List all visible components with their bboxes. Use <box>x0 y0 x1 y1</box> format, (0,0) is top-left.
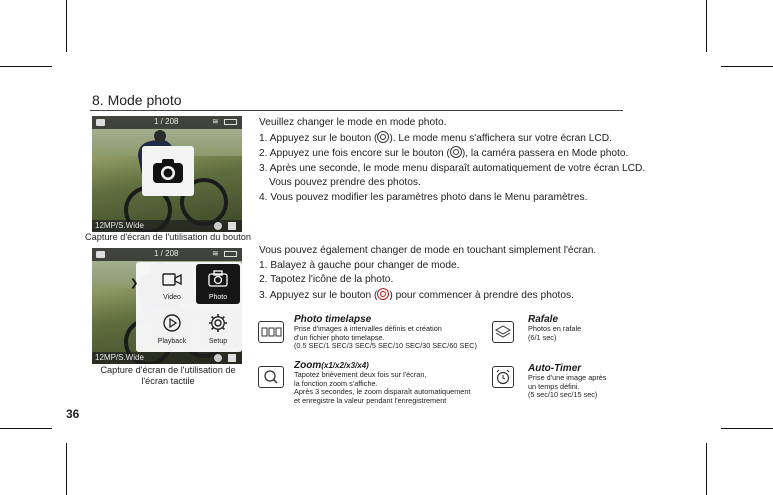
mode-title: Auto-Timer <box>528 363 582 374</box>
title-rule <box>90 110 623 111</box>
mode-zoom <box>294 360 470 405</box>
intro-text <box>259 116 645 206</box>
menu-tile-video[interactable] <box>150 264 194 304</box>
touch-step-2: 2. Tapotez l'icône de la photo. <box>259 274 394 286</box>
menu-label: Setup <box>208 338 228 345</box>
status-bar <box>92 116 242 129</box>
scene-icon <box>214 222 222 230</box>
mode-description <box>294 325 477 351</box>
desc-line: un temps défini. <box>528 381 580 391</box>
step-text: ) pour commencer à prendre des photos. <box>389 289 574 301</box>
camera-mode-icon <box>96 251 105 258</box>
desc-line: et enregistre la valeur pendant l'enregistrement <box>294 395 447 405</box>
wifi-icon: ≋ <box>212 117 219 126</box>
touch-text <box>259 244 596 303</box>
intro-step-1 <box>259 131 645 147</box>
camera-mode-icon <box>96 119 105 126</box>
gear-icon <box>208 313 228 333</box>
mode-description <box>294 371 470 405</box>
desc-line: Tapotez brièvement deux fois sur l'écran, <box>294 370 427 379</box>
battery-icon <box>224 119 237 125</box>
desc-line: (0.5 SEC/1 SEC/3 SEC/5 SEC/10 SEC/30 SEC/60 SEC) <box>294 341 477 351</box>
step-text: ). Le mode menu s'affichera sur votre écran LCD. <box>389 132 612 144</box>
camera-screenshot-button <box>92 116 242 232</box>
menu-label: Playback <box>157 338 187 345</box>
timelapse-icon <box>258 321 284 343</box>
title-suffix: (x1/x2/x3/x4) <box>321 361 369 370</box>
rider-helmet <box>154 130 166 142</box>
mode-autotimer <box>528 363 606 400</box>
alarm-clock-icon <box>492 366 514 388</box>
bottom-bar <box>92 352 242 364</box>
step-text: ), la caméra passera en Mode photo. <box>461 148 629 160</box>
mode-description <box>528 374 606 400</box>
desc-line: Prise d'images à intervalles définis et création <box>294 324 442 333</box>
intro-step-4: 4. Vous pouvez modifier les paramètres photo dans le Menu paramètres. <box>259 191 588 203</box>
camera-screenshot-touch <box>92 248 242 364</box>
storage-icon <box>228 354 236 362</box>
desc-line: Photos en rafale <box>528 324 582 333</box>
storage-icon <box>228 222 236 230</box>
step-text: 3. Appuyez sur le bouton ( <box>259 289 378 301</box>
mode-rafale <box>528 314 581 342</box>
photo-counter: 1 / 208 <box>154 249 179 258</box>
resolution-label: 12MP/S.Wide <box>95 353 144 362</box>
caption-line: l'écran tactile <box>141 376 195 386</box>
menu-chevron[interactable]: ❯ <box>130 278 139 289</box>
crop-mark <box>721 66 773 67</box>
desc-line: Après 3 secondes, le zoom disparaît automatiquement <box>294 387 471 397</box>
title-text: Zoom <box>294 360 322 371</box>
crop-mark <box>66 0 67 52</box>
crop-mark <box>706 443 707 495</box>
intro-step-3: 3. Après une seconde, le mode menu disparaît automatiquement de votre écran LCD. <box>259 162 646 174</box>
camera-icon <box>208 269 228 289</box>
crop-mark <box>66 443 67 495</box>
touch-step-1: 1. Balayez à gauche pour changer de mode. <box>259 259 460 271</box>
menu-tile-setup[interactable] <box>196 308 240 348</box>
desc-line: d'un fichier photo timelapse. <box>294 332 385 342</box>
power-button-icon <box>377 131 389 143</box>
desc-line: (5 sec/10 sec/15 sec) <box>528 390 598 400</box>
intro-line: Veuillez changer le mode en mode photo. <box>259 117 447 128</box>
desc-line: Prise d'une image après <box>528 373 607 382</box>
touch-step-3 <box>259 288 596 304</box>
menu-tile-photo[interactable] <box>196 264 240 304</box>
wifi-icon: ≋ <box>212 249 219 258</box>
mode-description <box>528 325 581 342</box>
battery-icon <box>224 251 237 257</box>
desc-line: la fonction zoom s'affiche. <box>294 378 378 388</box>
section-title: 8. Mode photo <box>92 92 182 108</box>
mode-timelapse <box>294 314 477 351</box>
crop-mark <box>721 428 773 429</box>
desc-line: (6/1 sec) <box>528 332 557 342</box>
screenshot-caption <box>82 365 254 387</box>
power-button-icon <box>450 146 462 158</box>
menu-label: Video <box>163 294 181 301</box>
magnifier-icon <box>258 366 284 388</box>
intro-step-3-continued: Vous pouvez prendre des photos. <box>269 177 421 189</box>
crop-mark <box>706 0 707 52</box>
mode-title: Rafale <box>528 314 559 325</box>
shutter-button-icon <box>377 288 389 300</box>
crop-mark <box>0 428 52 429</box>
photo-mode-popup <box>142 146 194 196</box>
camera-icon <box>152 158 184 184</box>
crop-mark <box>0 66 52 67</box>
screenshot-caption: Capture d'écran de l'utilisation du bouton <box>85 232 251 242</box>
intro-step-2 <box>259 146 645 162</box>
mode-title: Photo timelapse <box>294 314 372 325</box>
burst-icon <box>492 321 514 343</box>
scene-icon <box>214 354 222 362</box>
bottom-bar <box>92 220 242 232</box>
resolution-label: 12MP/S.Wide <box>95 221 144 230</box>
play-icon <box>162 313 182 333</box>
photo-counter: 1 / 208 <box>154 117 179 126</box>
menu-tile-playback[interactable] <box>150 308 194 348</box>
page-number: 36 <box>66 407 80 421</box>
mode-menu-overlay <box>130 262 242 352</box>
step-text: 2. Appuyez une fois encore sur le bouton ( <box>259 148 450 160</box>
status-bar <box>92 248 242 261</box>
touch-line: Vous pouvez également changer de mode en touchant simplement l'écran. <box>259 245 597 256</box>
caption-line: Capture d'écran de l'utilisation de <box>100 365 236 375</box>
menu-label: Photo <box>208 294 228 301</box>
step-text: 1. Appuyez sur le bouton ( <box>259 132 378 144</box>
video-icon <box>162 269 182 289</box>
